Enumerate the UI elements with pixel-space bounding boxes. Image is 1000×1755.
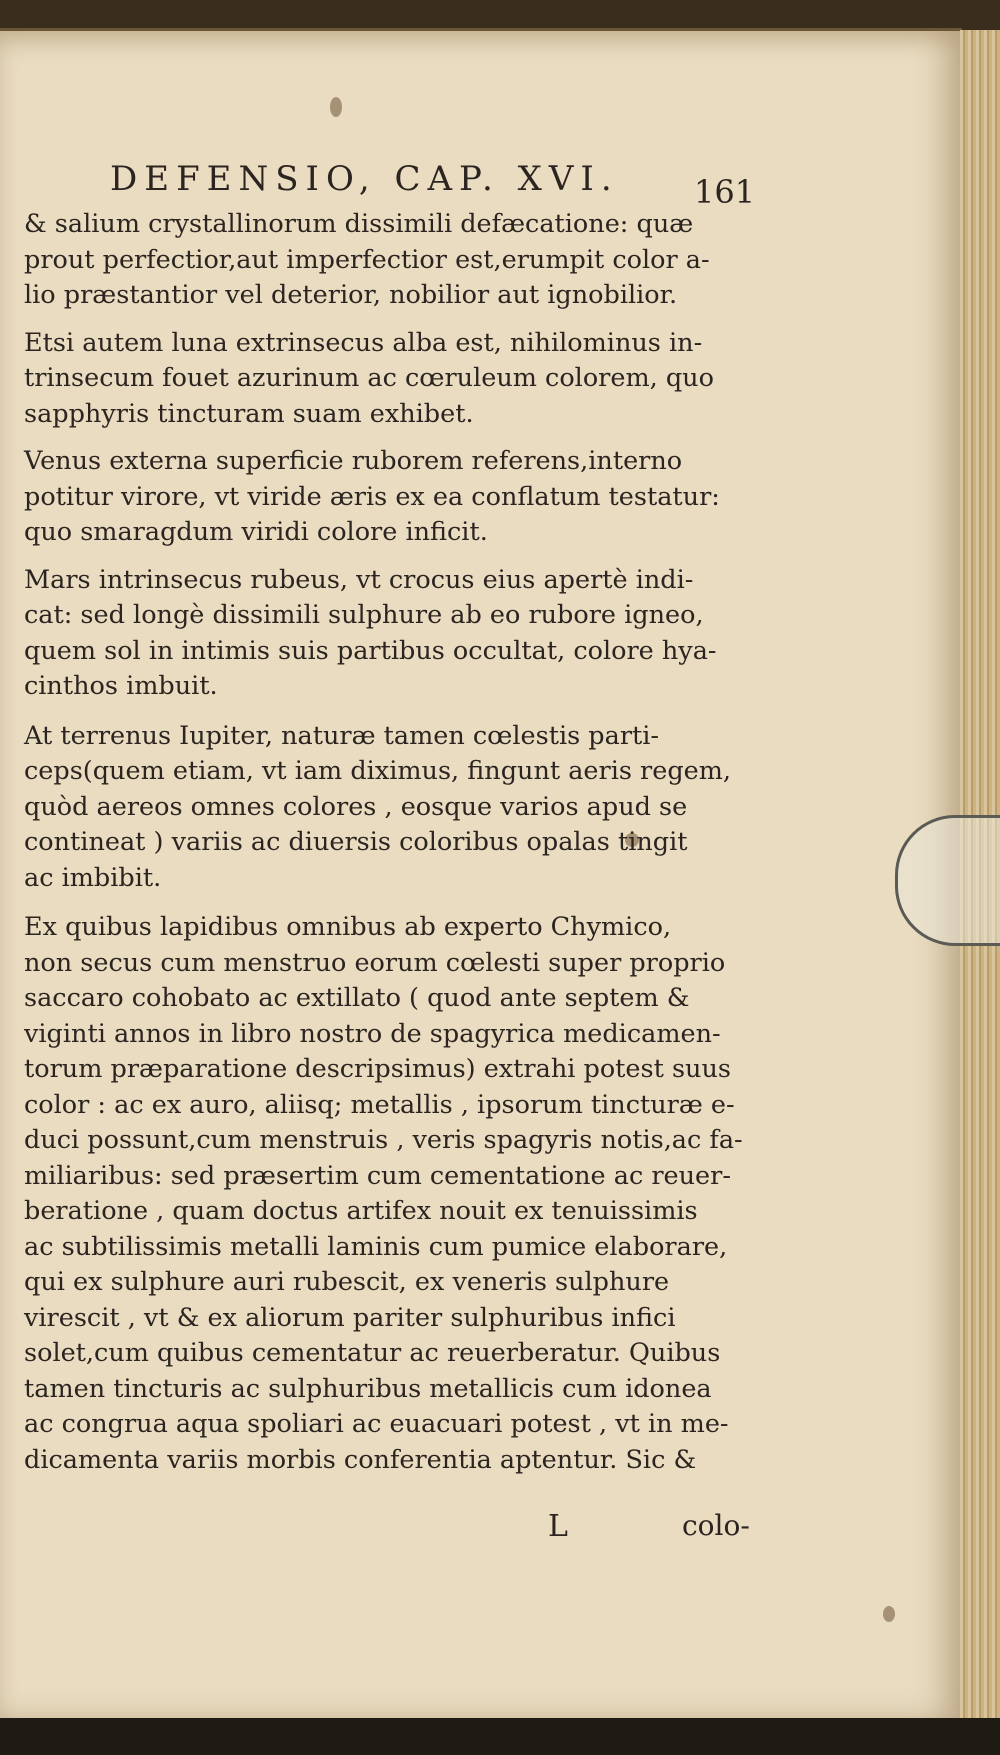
text-line: ac subtilissimis metalli laminis cum pumice elaborare,	[24, 1231, 728, 1262]
text-line: Etsi autem luna extrinsecus alba est, nihilominus in-	[24, 327, 703, 358]
text-line: tamen tincturis ac sulphuribus metallicis cum idonea	[24, 1373, 712, 1404]
text-line: solet,cum quibus cementatur ac reuerberatur. Quibus	[24, 1338, 721, 1368]
text-line: ceps(quem etiam, vt iam diximus, fingunt aeris regem,	[24, 756, 732, 786]
catchword: colo-	[682, 1509, 750, 1542]
text-line: miliaribus: sed præsertim cum cementatione ac reuer-	[24, 1160, 731, 1191]
ink-blot	[330, 97, 342, 117]
text-line: non secus cum menstruo eorum cœlesti super proprio	[24, 947, 726, 978]
text-line: dicamenta variis morbis conferentia aptentur. Sic &	[24, 1444, 697, 1475]
text-line: viginti annos in libro nostro de spagyrica medicamen-	[24, 1018, 721, 1049]
text-line: cat: sed longè dissimili sulphure ab eo rubore igneo,	[24, 600, 704, 630]
text-line: quòd aereos omnes colores , eosque varios apud se	[24, 791, 688, 822]
text-line: trinsecum fouet azurinum ac cœruleum colorem, quo	[24, 363, 714, 393]
text-line: Ex quibus lapidibus omnibus ab experto Chymico,	[24, 912, 672, 942]
text-line: beratione , quam doctus artifex nouit ex tenuissimis	[24, 1196, 698, 1226]
text-line: Venus externa superficie ruborem referens,interno	[24, 446, 683, 476]
text-line: virescit , vt & ex aliorum pariter sulphuribus infici	[24, 1302, 676, 1333]
text-line: quem sol in intimis suis partibus occultat, colore hya-	[24, 635, 717, 666]
text-line: potitur virore, vt viride æris ex ea conflatum testatur:	[24, 481, 720, 512]
text-line: sapphyris tincturam suam exhibet.	[24, 398, 474, 429]
body-text	[24, 207, 759, 1478]
signature-mark: L	[548, 1509, 568, 1544]
text-line: cinthos imbuit.	[24, 671, 218, 701]
text-line: saccaro cohobato ac extillato ( quod ante septem &	[24, 983, 690, 1013]
text-line: prout perfectior,aut imperfectior est,erumpit color a-	[24, 244, 710, 275]
text-line: color : ac ex auro, aliisq; metallis , ipsorum tincturæ e-	[24, 1089, 735, 1120]
book-page	[0, 28, 962, 1721]
text-line: Mars intrinsecus rubeus, vt crocus eius apertè indi-	[24, 564, 694, 595]
text-line: torum præparatione descripsimus) extrahi potest suus	[24, 1054, 731, 1084]
page-clip	[895, 815, 1000, 946]
text-line: ac congrua aqua spoliari ac euacuari potest , vt in me-	[24, 1409, 729, 1439]
text-line: ac imbibit.	[24, 862, 162, 893]
text-line: contineat ) variis ac diuersis coloribus opalas tingit	[24, 827, 688, 857]
running-header: DEFENSIO, CAP. XVI.	[110, 159, 619, 199]
text-line: lio præstantior vel deterior, nobilior aut ignobilior.	[24, 280, 678, 310]
text-line: At terrenus Iupiter, naturæ tamen cœlestis parti-	[24, 720, 660, 751]
ink-blot	[883, 1606, 895, 1622]
text-line: & salium crystallinorum dissimili defæcatione: quæ	[24, 209, 694, 239]
text-line: quo smaragdum viridi colore inficit.	[24, 517, 488, 547]
text-line: duci possunt,cum menstruis , veris spagyris notis,ac fa-	[24, 1125, 743, 1155]
scanner-bed	[0, 1718, 1000, 1755]
text-line: qui ex sulphure auri rubescit, ex veneris sulphure	[24, 1267, 670, 1297]
page-number: 161	[694, 173, 756, 211]
